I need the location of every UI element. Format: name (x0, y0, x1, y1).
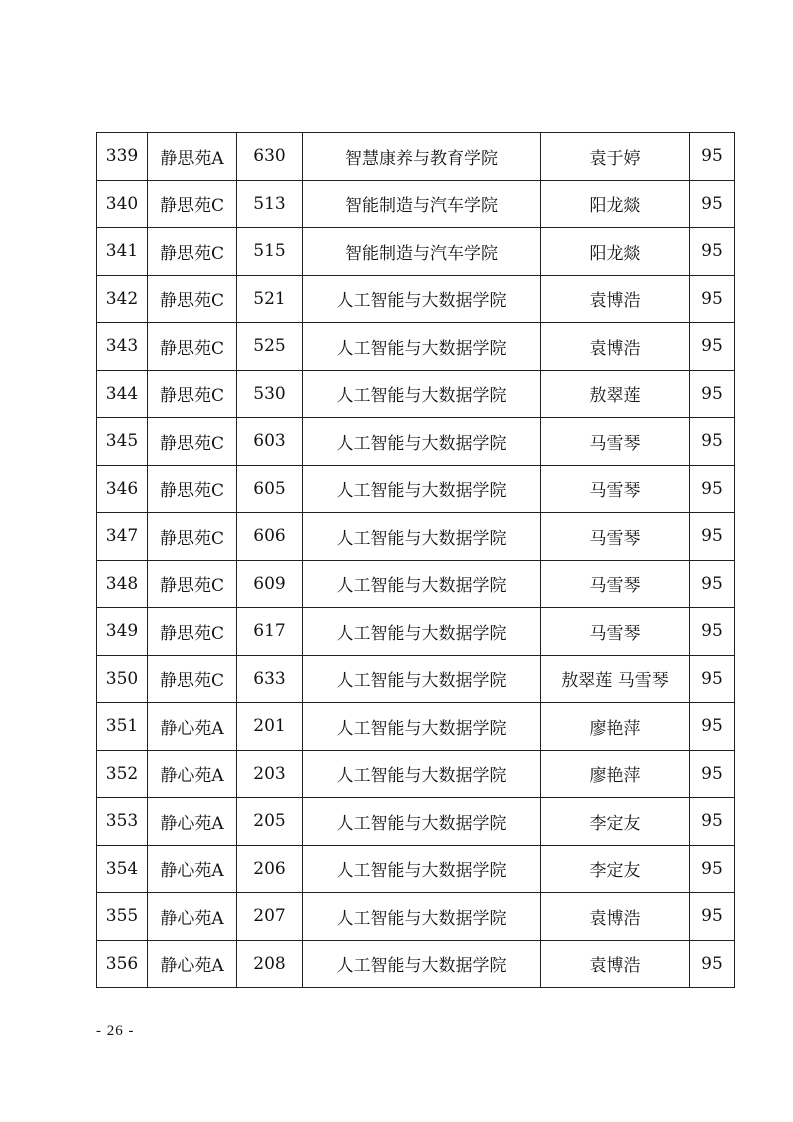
room-cell: 207 (237, 893, 303, 941)
counselor-cell: 马雪琴 (541, 513, 690, 561)
room-cell: 630 (237, 133, 303, 181)
row-index-cell: 341 (97, 228, 148, 276)
building-cell: 静心苑A (148, 845, 237, 893)
counselor-cell: 阳龙燚 (541, 228, 690, 276)
table-row (97, 370, 735, 418)
score-cell: 95 (690, 940, 735, 988)
page-number: - 26 - (96, 1023, 135, 1039)
row-index-cell: 340 (97, 180, 148, 228)
college-cell: 智能制造与汽车学院 (303, 228, 541, 276)
table-row (97, 465, 735, 513)
table-row (97, 133, 735, 181)
score-cell: 95 (690, 275, 735, 323)
college-cell: 人工智能与大数据学院 (303, 560, 541, 608)
table-row (97, 228, 735, 276)
building-cell: 静思苑C (148, 560, 237, 608)
score-cell: 95 (690, 608, 735, 656)
room-cell: 208 (237, 940, 303, 988)
score-cell: 95 (690, 133, 735, 181)
table-row (97, 798, 735, 846)
score-cell: 95 (690, 798, 735, 846)
building-cell: 静心苑A (148, 940, 237, 988)
table-row (97, 750, 735, 798)
row-index-cell: 343 (97, 323, 148, 371)
row-index-cell: 348 (97, 560, 148, 608)
room-cell: 205 (237, 798, 303, 846)
room-cell: 206 (237, 845, 303, 893)
counselor-cell: 马雪琴 (541, 418, 690, 466)
room-cell: 605 (237, 465, 303, 513)
room-cell: 513 (237, 180, 303, 228)
college-cell: 智慧康养与教育学院 (303, 133, 541, 181)
counselor-cell: 袁博浩 (541, 940, 690, 988)
score-cell: 95 (690, 703, 735, 751)
college-cell: 人工智能与大数据学院 (303, 608, 541, 656)
table-row (97, 560, 735, 608)
counselor-cell: 袁博浩 (541, 275, 690, 323)
college-cell: 人工智能与大数据学院 (303, 845, 541, 893)
table-row (97, 418, 735, 466)
college-cell: 人工智能与大数据学院 (303, 798, 541, 846)
row-index-cell: 346 (97, 465, 148, 513)
counselor-cell: 马雪琴 (541, 560, 690, 608)
score-cell: 95 (690, 655, 735, 703)
building-cell: 静心苑A (148, 798, 237, 846)
room-cell: 515 (237, 228, 303, 276)
score-cell: 95 (690, 513, 735, 561)
building-cell: 静思苑C (148, 180, 237, 228)
dormitory-score-table (96, 132, 735, 988)
counselor-cell: 阳龙燚 (541, 180, 690, 228)
room-cell: 606 (237, 513, 303, 561)
building-cell: 静思苑C (148, 513, 237, 561)
table-row (97, 893, 735, 941)
score-cell: 95 (690, 465, 735, 513)
table-row (97, 703, 735, 751)
table-row (97, 323, 735, 371)
row-index-cell: 351 (97, 703, 148, 751)
college-cell: 人工智能与大数据学院 (303, 893, 541, 941)
row-index-cell: 356 (97, 940, 148, 988)
table-row (97, 608, 735, 656)
college-cell: 人工智能与大数据学院 (303, 940, 541, 988)
building-cell: 静思苑C (148, 228, 237, 276)
table-body (97, 133, 735, 988)
building-cell: 静心苑A (148, 750, 237, 798)
room-cell: 203 (237, 750, 303, 798)
table-row (97, 940, 735, 988)
room-cell: 617 (237, 608, 303, 656)
score-cell: 95 (690, 323, 735, 371)
row-index-cell: 350 (97, 655, 148, 703)
table-row (97, 180, 735, 228)
room-cell: 603 (237, 418, 303, 466)
row-index-cell: 354 (97, 845, 148, 893)
counselor-cell: 敖翠莲 (541, 370, 690, 418)
room-cell: 521 (237, 275, 303, 323)
building-cell: 静思苑C (148, 418, 237, 466)
score-cell: 95 (690, 560, 735, 608)
score-cell: 95 (690, 845, 735, 893)
building-cell: 静心苑A (148, 703, 237, 751)
college-cell: 人工智能与大数据学院 (303, 703, 541, 751)
building-cell: 静思苑C (148, 465, 237, 513)
building-cell: 静思苑C (148, 323, 237, 371)
counselor-cell: 敖翠莲 马雪琴 (541, 655, 690, 703)
college-cell: 人工智能与大数据学院 (303, 323, 541, 371)
counselor-cell: 廖艳萍 (541, 703, 690, 751)
building-cell: 静思苑C (148, 608, 237, 656)
counselor-cell: 袁于婷 (541, 133, 690, 181)
college-cell: 人工智能与大数据学院 (303, 750, 541, 798)
row-index-cell: 347 (97, 513, 148, 561)
row-index-cell: 353 (97, 798, 148, 846)
score-cell: 95 (690, 228, 735, 276)
row-index-cell: 352 (97, 750, 148, 798)
counselor-cell: 马雪琴 (541, 465, 690, 513)
counselor-cell: 袁博浩 (541, 323, 690, 371)
counselor-cell: 袁博浩 (541, 893, 690, 941)
building-cell: 静思苑A (148, 133, 237, 181)
counselor-cell: 李定友 (541, 845, 690, 893)
row-index-cell: 344 (97, 370, 148, 418)
table-row (97, 275, 735, 323)
counselor-cell: 廖艳萍 (541, 750, 690, 798)
building-cell: 静思苑C (148, 370, 237, 418)
college-cell: 人工智能与大数据学院 (303, 275, 541, 323)
row-index-cell: 355 (97, 893, 148, 941)
building-cell: 静思苑C (148, 655, 237, 703)
row-index-cell: 342 (97, 275, 148, 323)
score-cell: 95 (690, 750, 735, 798)
college-cell: 人工智能与大数据学院 (303, 465, 541, 513)
score-cell: 95 (690, 418, 735, 466)
college-cell: 智能制造与汽车学院 (303, 180, 541, 228)
room-cell: 201 (237, 703, 303, 751)
row-index-cell: 339 (97, 133, 148, 181)
building-cell: 静心苑A (148, 893, 237, 941)
room-cell: 633 (237, 655, 303, 703)
room-cell: 530 (237, 370, 303, 418)
room-cell: 609 (237, 560, 303, 608)
table-row (97, 513, 735, 561)
score-cell: 95 (690, 893, 735, 941)
counselor-cell: 马雪琴 (541, 608, 690, 656)
score-cell: 95 (690, 370, 735, 418)
score-cell: 95 (690, 180, 735, 228)
room-cell: 525 (237, 323, 303, 371)
college-cell: 人工智能与大数据学院 (303, 655, 541, 703)
row-index-cell: 349 (97, 608, 148, 656)
college-cell: 人工智能与大数据学院 (303, 418, 541, 466)
building-cell: 静思苑C (148, 275, 237, 323)
row-index-cell: 345 (97, 418, 148, 466)
college-cell: 人工智能与大数据学院 (303, 513, 541, 561)
college-cell: 人工智能与大数据学院 (303, 370, 541, 418)
table-row (97, 845, 735, 893)
table-row (97, 655, 735, 703)
counselor-cell: 李定友 (541, 798, 690, 846)
